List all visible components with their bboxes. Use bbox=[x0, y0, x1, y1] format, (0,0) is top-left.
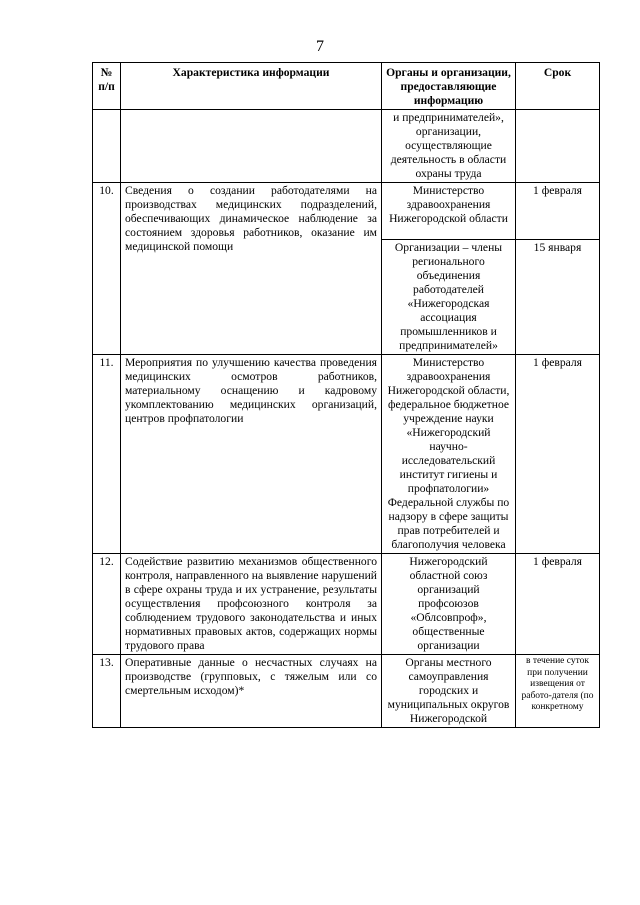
cell-org: Министерство здравоохранения Нижегородской области, федеральное бюджетное учреждение науки «Нижегородский научно-исследовательский институт гигиены и профпатологии» Федеральной службы по надзору в сфере защиты прав потребителей и благополучия человека bbox=[382, 355, 516, 554]
cell-org-part: Министерство здравоохранения Нижегородской области bbox=[389, 184, 508, 225]
header-organizations: Органы и организации, предоставляющие информацию bbox=[382, 63, 516, 110]
cell-org: Нижегородский областной союз организаций профсоюзов «Облсовпроф», общественные организации bbox=[382, 554, 516, 655]
cell-term: 1 февраля bbox=[516, 554, 600, 655]
cell-desc: Сведения о создании работодателями на производствах медицинских подразделений, обеспечивающих динамическое наблюдение за состоянием здоровья работников, оказание им медицинской помощи bbox=[121, 183, 382, 355]
cell-num: 13. bbox=[93, 655, 121, 728]
cell-num: 12. bbox=[93, 554, 121, 655]
table-row bbox=[93, 355, 600, 554]
cell-desc: Мероприятия по улучшению качества проведения медицинских осмотров работников, материальному оснащению и кадровому укомплектованию медицинских организаций, центров профпатологии bbox=[121, 355, 382, 554]
cell-desc: Оперативные данные о несчастных случаях на производстве (групповых, с тяжелым или со смертельным исходом)* bbox=[121, 655, 382, 728]
cell-desc bbox=[121, 110, 382, 183]
table-row bbox=[93, 110, 600, 183]
cell-term bbox=[516, 183, 600, 355]
cell-num bbox=[93, 110, 121, 183]
cell-org: и предпринимателей», организации, осуществляющие деятельность в области охраны труда bbox=[382, 110, 516, 183]
cell-org bbox=[382, 183, 516, 355]
cell-term: в течение суток при получении извещения от работо-дателя (по конкретному bbox=[516, 655, 600, 728]
page-number: 7 bbox=[316, 38, 324, 55]
information-table bbox=[92, 62, 600, 728]
cell-desc: Содействие развитию механизмов общественного контроля, направленного на выявление нарушений в сфере охраны труда и их устранение, результаты осуществления профсоюзного контроля за соблюдением трудового законодательства и иных нормативных правовых актов, содержащих нормы трудового права bbox=[121, 554, 382, 655]
cell-org: Органы местного самоуправления городских и муниципальных округов Нижегородской bbox=[382, 655, 516, 728]
header-num: № п/п bbox=[93, 63, 121, 110]
cell-num: 11. bbox=[93, 355, 121, 554]
table-row bbox=[93, 655, 600, 728]
cell-term: 1 февраля bbox=[516, 355, 600, 554]
table-header-row bbox=[93, 63, 600, 110]
cell-num: 10. bbox=[93, 183, 121, 355]
table-row bbox=[93, 554, 600, 655]
header-characteristic: Характеристика информации bbox=[121, 63, 382, 110]
cell-term-part: 15 января bbox=[516, 239, 599, 256]
cell-org-part: Организации – члены регионального объединения работодателей «Нижегородская ассоциация промышленников и предпринимателей» bbox=[382, 239, 515, 354]
table-row bbox=[93, 183, 600, 355]
cell-term-part: 1 февраля bbox=[533, 184, 582, 197]
cell-term bbox=[516, 110, 600, 183]
header-deadline: Срок bbox=[516, 63, 600, 110]
